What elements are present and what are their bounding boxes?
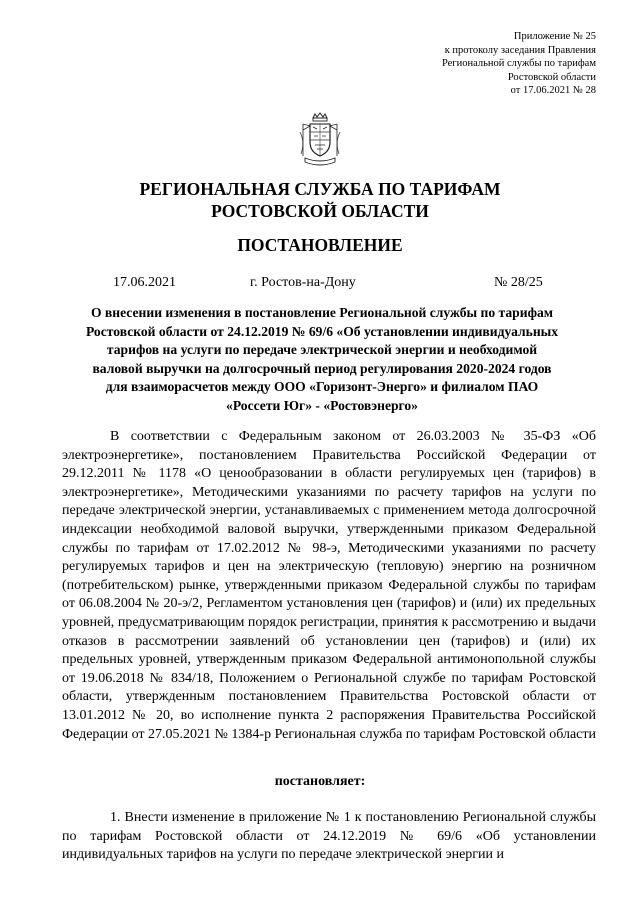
- appendix-note: [442, 30, 596, 98]
- organization-name-line: РОСТОВСКОЙ ОБЛАСТИ: [211, 201, 429, 221]
- item-1-paragraph: 1. Внести изменение в приложение № 1 к постановлению Региональной службы по тарифам Ростовской области от 24.12.2019 № 69/6 «Об установлении индивидуальных тарифов на услуги по передаче электрической энергии и: [62, 810, 596, 863]
- coat-of-arms-icon: [297, 112, 343, 168]
- title-line: Ростовской области от 24.12.2019 № 69/6 «Об установлении индивидуальных: [85, 323, 559, 339]
- title-line: «Россети Юг» - «Ростовэнерго»: [226, 397, 418, 413]
- organization-name-line: РЕГИОНАЛЬНАЯ СЛУЖБА ПО ТАРИФАМ: [139, 179, 501, 199]
- decree-word: постановляет:: [274, 774, 366, 789]
- appendix-line: к протоколу заседания Правления: [444, 44, 596, 56]
- appendix-line: Приложение № 25: [513, 31, 596, 42]
- document-place: г. Ростов-на-Дону: [250, 275, 356, 290]
- appendix-line: от 17.06.2021 № 28: [510, 85, 596, 97]
- title-line: тарифов на услуги по передаче электрической энергии и необходимой: [106, 342, 538, 358]
- document-number: № 28/25: [494, 275, 543, 290]
- title-line: валовой выручки на долгосрочный период регулирования 2020-2024 годов: [92, 360, 552, 376]
- organization-name: [0, 178, 640, 222]
- title-line: О внесении изменения в постановление Региональной службы по тарифам: [90, 305, 554, 320]
- appendix-line: Ростовской области: [507, 71, 596, 83]
- title-line: для взаиморасчетов между ООО «Горизонт-Энерго» и филиалом ПАО: [105, 379, 539, 395]
- document-type-heading: ПОСТАНОВЛЕНИЕ: [237, 235, 403, 255]
- document-title: [40, 304, 604, 416]
- preamble-paragraph: В соответствии с Федеральным законом от 26.03.2003 № 35-ФЗ «Об электроэнергетике», постановлением Правительства Российской Федерации от 29.12.2011 № 1178 «О ценообразовании в области регулируемых цен (тарифов) в электроэнергетике», Методическими указаниями по расчету тарифов на услуги по передаче электрической энергии, устанавливаемых с применением метода долгосрочной индексации необходимой валовой выручки, утвержденными приказом Федеральной службы по тарифам от 17.02.2012 № 98-э, Методическими указаниями по расчету регулируемых тарифов и цен на электрическую (тепловую) энергию на розничном (потребительском) рынке, утвержденными приказом Федеральной службы по тарифам от 06.08.2004 № 20-э/2, Регламентом установления цен (тарифов) и (или) их предельных уровней, предусматривающим порядок регистрации, принятия к рассмотрению и выдачи отказов в рассмотрении заявлений об установлении цен (тарифов) и (или) их предельных уровней, утвержденным приказом Федеральной антимонопольной службы от 19.06.2018 № 834/18, Положением о Региональной службе по тарифам Ростовской области, утвержденным постановлением Правительства Ростовской области от 13.01.2012 № 20, во исполнение пункта 2 распоряжения Правительства Российской Федерации от 27.05.2021 № 1384-р Региональная служба по тарифам Ростовской области: [62, 429, 596, 742]
- appendix-line: Региональной службы по тарифам: [441, 58, 596, 70]
- document-date: 17.06.2021: [113, 275, 176, 290]
